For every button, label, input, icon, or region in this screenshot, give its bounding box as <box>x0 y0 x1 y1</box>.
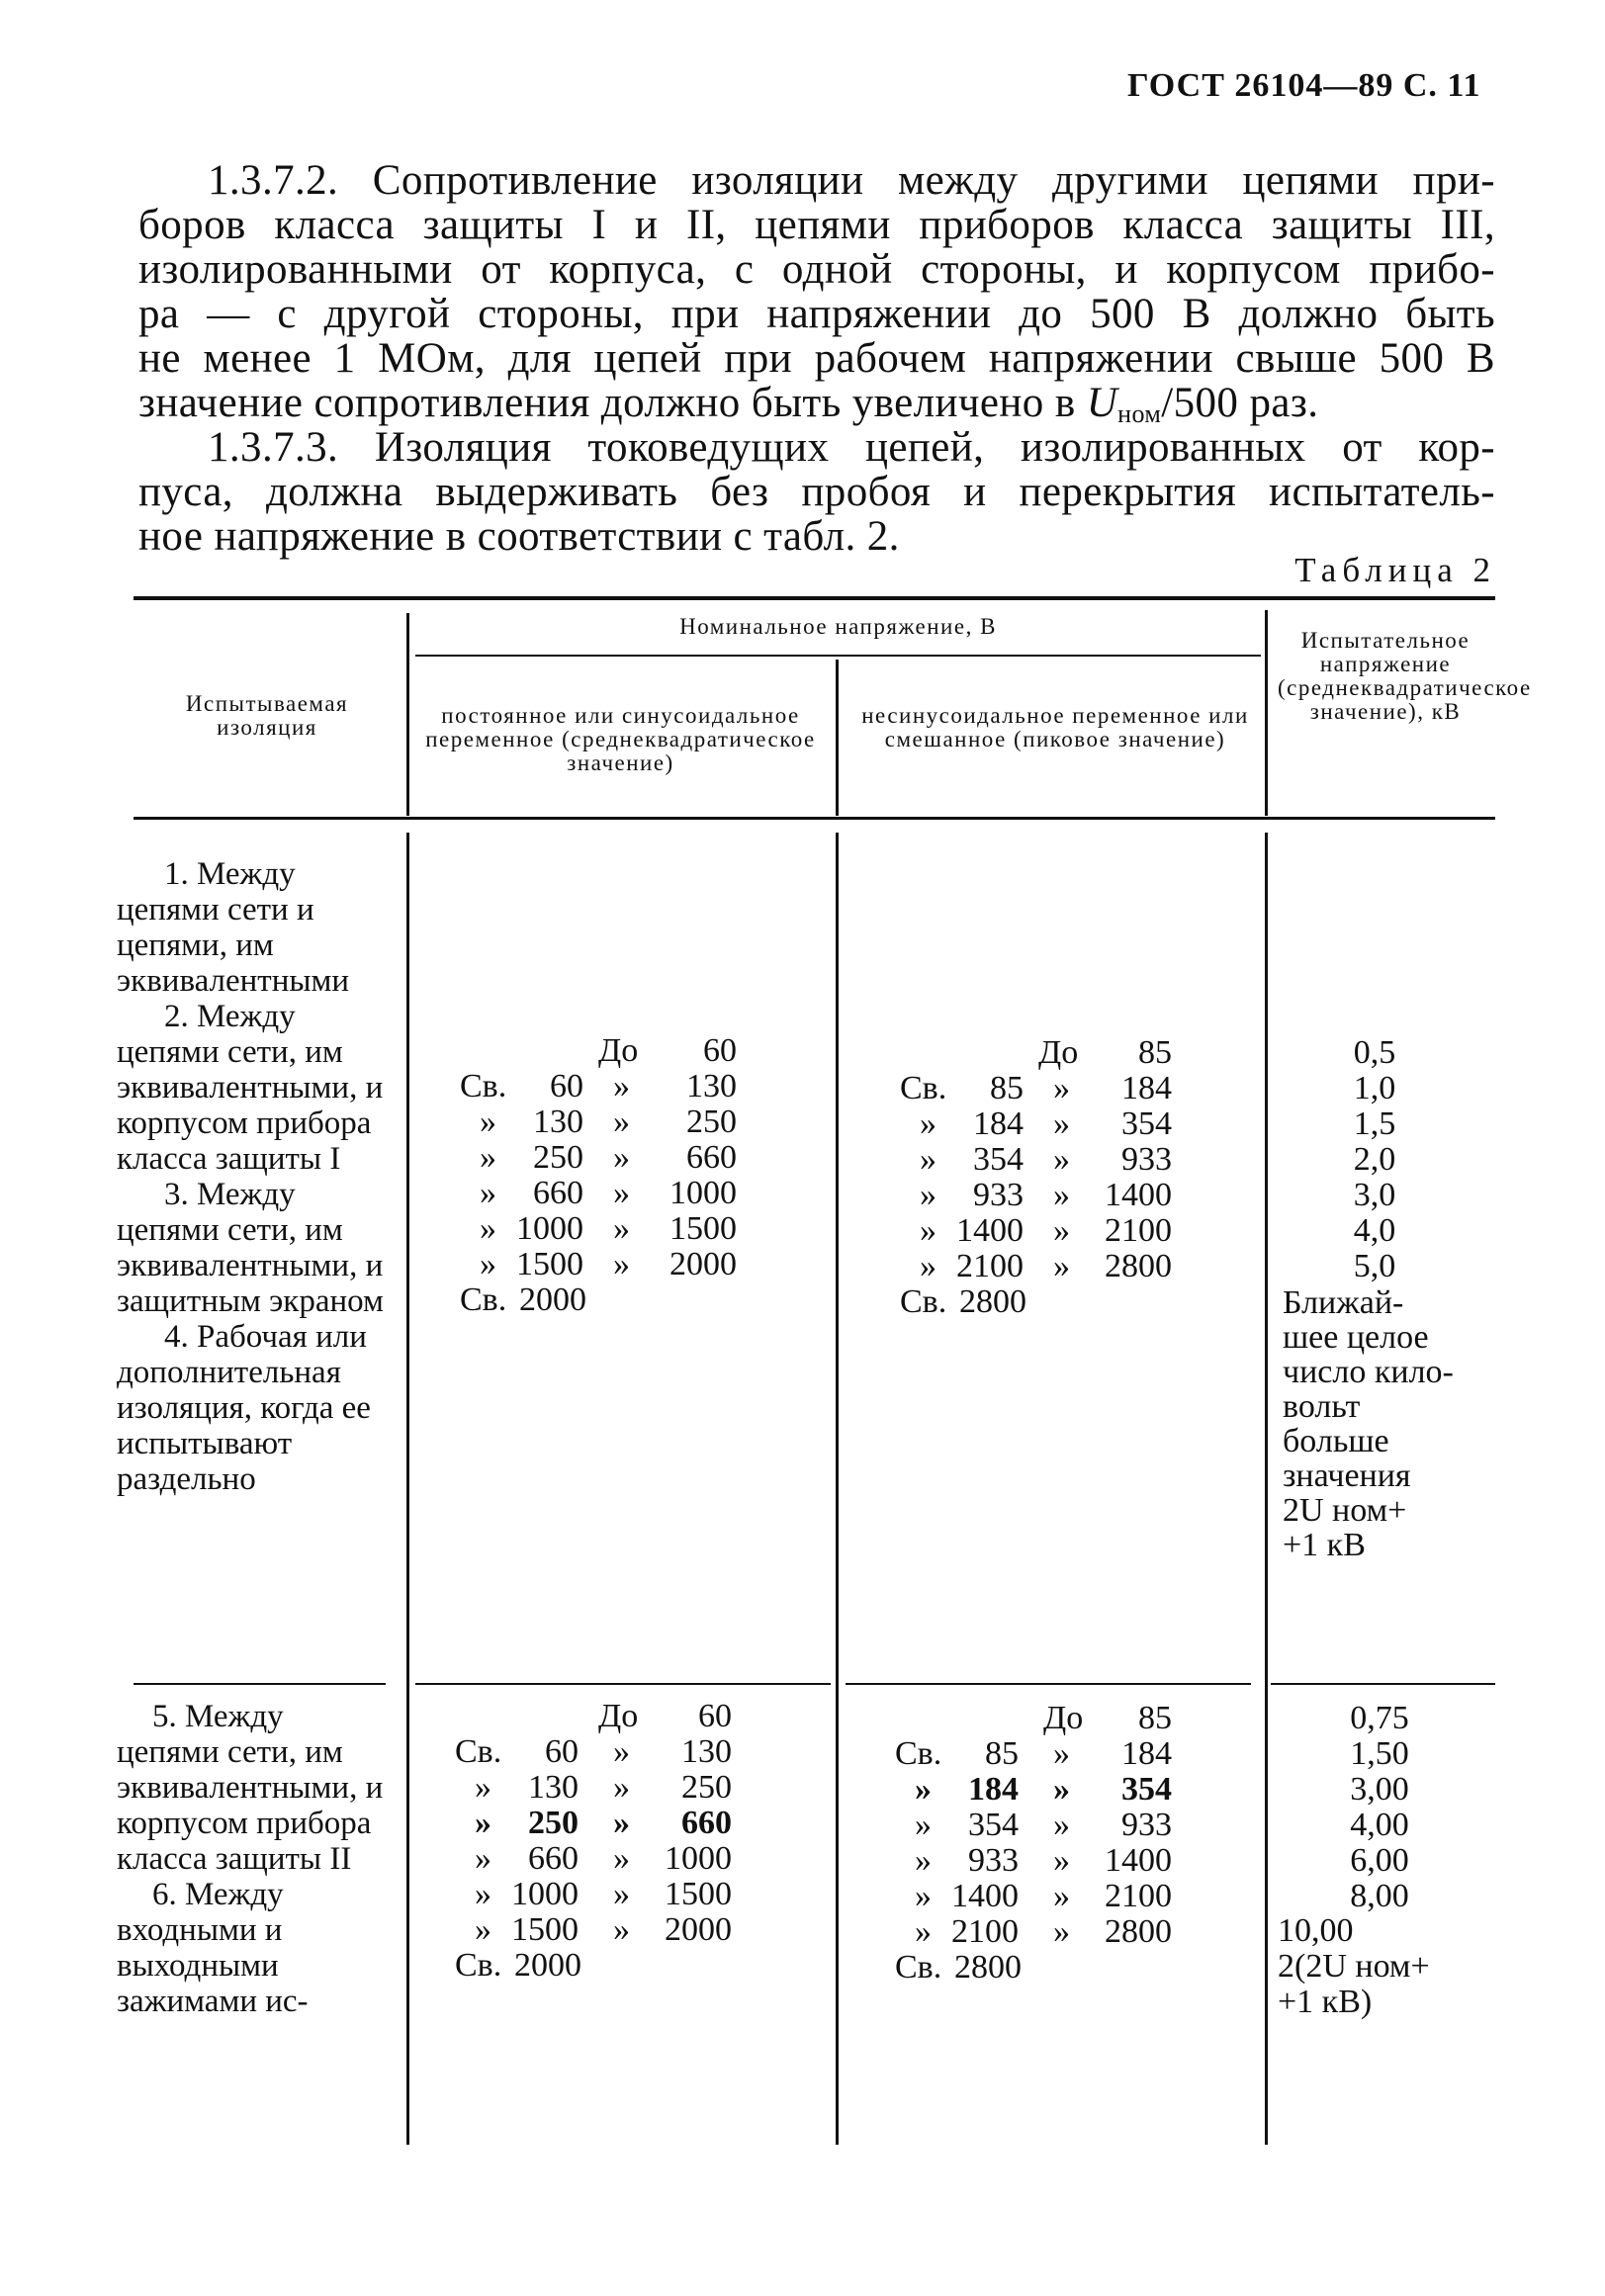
insulation-item-5: 5. Между цепями сети, им эквивалентными, и корпусом прибора класса защиты II <box>117 1699 384 1877</box>
test-voltage-group-2 <box>1315 1701 1444 1914</box>
dc-ranges-group-1 <box>460 1033 786 1318</box>
page-header: ГОСТ 26104—89 С. 11 <box>1127 67 1481 104</box>
range-row: » 354 » 933 <box>920 1141 1172 1178</box>
range-row: » 1500 » 2000 <box>480 1246 737 1282</box>
header-sub-rule <box>415 655 1261 657</box>
nonsin-ranges-group-2 <box>895 1701 1221 1986</box>
test-note-line: 2(2U ном+ <box>1278 1948 1430 1985</box>
group-divider <box>134 1683 386 1685</box>
range-row: » 250 » 660 <box>480 1139 737 1176</box>
test-value: 0,5 <box>1353 1034 1396 1071</box>
range-row: » 1000 » 1500 <box>475 1876 732 1912</box>
header-nominal-voltage: Номинальное напряжение, В <box>679 614 997 639</box>
range-row: До 60 <box>598 1698 732 1734</box>
paragraph-line: значение сопротивления должно быть увеличено в <box>138 380 1076 426</box>
range-row: » 1000 » 1500 <box>480 1210 737 1247</box>
column-rule <box>836 833 839 2145</box>
insulation-group-2 <box>117 1699 386 2019</box>
test-note-line: 10,00 <box>1278 1912 1354 1949</box>
range-row: » 660 » 1000 <box>480 1175 737 1211</box>
insulation-item-3: 3. Между цепями сети, им эквивалентными, и защитным экраном <box>117 1177 384 1319</box>
paragraph-1-3-7-2 <box>138 158 1495 436</box>
range-row: Св. 2800 <box>900 1283 1026 1320</box>
test-value: 2,0 <box>1353 1141 1396 1178</box>
column-rule <box>1265 610 1268 816</box>
paragraph-line: 1.3.7.3. Изоляция токоведущих цепей, изолированных от кор- <box>208 424 1495 471</box>
test-note-line: вольт <box>1283 1388 1361 1425</box>
test-note-line: шее целое <box>1283 1319 1429 1356</box>
range-row: » 2100 » 2800 <box>915 1913 1172 1950</box>
test-value: 5,0 <box>1353 1248 1396 1284</box>
range-row: » 1400 » 2100 <box>915 1878 1172 1914</box>
range-row: » 130 » 250 <box>475 1769 732 1806</box>
group-divider <box>415 1683 831 1685</box>
test-value: 4,00 <box>1350 1807 1409 1843</box>
column-rule <box>1265 833 1268 2145</box>
range-row: » 2100 » 2800 <box>920 1248 1172 1284</box>
test-voltage-note-group-1 <box>1283 1285 1490 1562</box>
test-note-line: Ближай- <box>1283 1284 1404 1321</box>
table-caption: Таблица 2 <box>1294 551 1496 589</box>
range-row: » 933 » 1400 <box>915 1842 1172 1879</box>
column-rule <box>836 660 839 816</box>
range-row: » 660 » 1000 <box>475 1840 732 1877</box>
range-row: » 250 » 660 <box>475 1805 732 1841</box>
range-row: До 85 <box>1038 1034 1172 1071</box>
insulation-item-2: 2. Между цепями сети, им эквивалентными, и корпусом прибора класса защиты I <box>117 999 384 1177</box>
insulation-item-1: 1. Между цепями сети и цепями, им эквивалентными <box>117 856 350 999</box>
range-row: » 184 » 354 <box>915 1771 1172 1808</box>
test-voltage-note-group-2 <box>1278 1913 1490 2020</box>
header-test-voltage: Испытательное напряжение (среднеквадратическое значение), кВ <box>1278 628 1532 724</box>
range-row: До 60 <box>598 1032 737 1069</box>
range-row: Св. 2800 <box>895 1949 1022 1986</box>
insulation-group-1 <box>117 856 386 1497</box>
test-note-line: число кило- <box>1283 1354 1454 1390</box>
range-row: » 184 » 354 <box>920 1105 1172 1142</box>
test-value: 3,0 <box>1353 1177 1396 1213</box>
range-row: Св. 2000 <box>460 1281 586 1318</box>
header-bottom-rule <box>134 817 1495 820</box>
test-note-line: +1 кВ <box>1283 1527 1366 1563</box>
test-voltage-group-1 <box>1315 1035 1434 1284</box>
group-divider <box>846 1683 1251 1685</box>
test-note-line: больше <box>1283 1423 1389 1459</box>
range-row: Св. 85 » 184 <box>895 1735 1172 1772</box>
nonsin-ranges-group-1 <box>900 1035 1226 1320</box>
test-note-line: значения <box>1283 1457 1411 1494</box>
range-row: » 130 » 250 <box>480 1104 737 1140</box>
paragraph-line: не менее 1 МОм, для цепей при рабочем напряжении свыше 500 В <box>138 335 1495 382</box>
range-row: » 1400 » 2100 <box>920 1212 1172 1249</box>
paragraph-line: ра — с другой стороны, при напряжении до 500 В должно быть <box>138 291 1495 337</box>
test-value: 1,50 <box>1350 1735 1409 1772</box>
test-value: 0,75 <box>1350 1700 1409 1736</box>
paragraph-line: боров класса защиты I и II, цепями приборов класса защиты III, <box>138 202 1495 248</box>
paragraph-line: ное напряжение в соответствии с табл. 2. <box>138 513 900 560</box>
test-value: 8,00 <box>1350 1878 1409 1914</box>
range-row: » 933 » 1400 <box>920 1177 1172 1213</box>
test-note-line: 2U ном+ <box>1283 1492 1407 1529</box>
range-row: Св. 60 » 130 <box>455 1733 732 1770</box>
header-dc-voltage: постоянное или синусоидальное переменное (среднеквадратическое значение) <box>425 703 816 775</box>
header-insulation: Испытываемая изоляция <box>185 691 349 740</box>
range-row: » 354 » 933 <box>915 1807 1172 1843</box>
paragraph-line: пуса, должна выдерживать без пробоя и перекрытия испытатель- <box>138 469 1495 515</box>
range-row: До 85 <box>1043 1700 1172 1736</box>
paragraph-line: 1.3.7.2. Сопротивление изоляции между другими цепями при- <box>208 157 1495 204</box>
formula-subscript: ном <box>1117 399 1162 428</box>
header-nonsinusoidal-voltage: несинусоидальное переменное или смешанное (пиковое значение) <box>861 703 1249 751</box>
range-row: Св. 2000 <box>455 1947 581 1984</box>
insulation-item-6: 6. Между входными и выходными зажимами ис- <box>117 1877 309 2019</box>
paragraph-line: изолированными от корпуса, с одной стороны, и корпусом прибо- <box>138 246 1495 293</box>
test-value: 3,00 <box>1350 1771 1409 1808</box>
range-row: » 1500 » 2000 <box>475 1911 732 1948</box>
column-rule <box>406 833 409 2145</box>
test-value: 6,00 <box>1350 1842 1409 1879</box>
column-rule <box>406 613 409 816</box>
table-top-rule <box>134 596 1495 600</box>
range-row: Св. 60 » 130 <box>460 1068 737 1104</box>
insulation-item-4: 4. Рабочая или дополнительная изоляция, когда ее испытывают раздельно <box>117 1319 371 1497</box>
dc-ranges-group-2 <box>455 1699 781 1984</box>
test-value: 4,0 <box>1353 1212 1396 1249</box>
test-note-line: +1 кВ) <box>1278 1984 1373 2020</box>
test-value: 1,5 <box>1353 1105 1396 1142</box>
paragraph-1-3-7-3 <box>138 425 1495 559</box>
formula-rest: /500 раз. <box>1161 380 1319 426</box>
range-row: Св. 85 » 184 <box>900 1070 1172 1106</box>
test-value: 1,0 <box>1353 1070 1396 1106</box>
group-divider <box>1271 1683 1495 1685</box>
formula-variable: U <box>1086 380 1118 426</box>
